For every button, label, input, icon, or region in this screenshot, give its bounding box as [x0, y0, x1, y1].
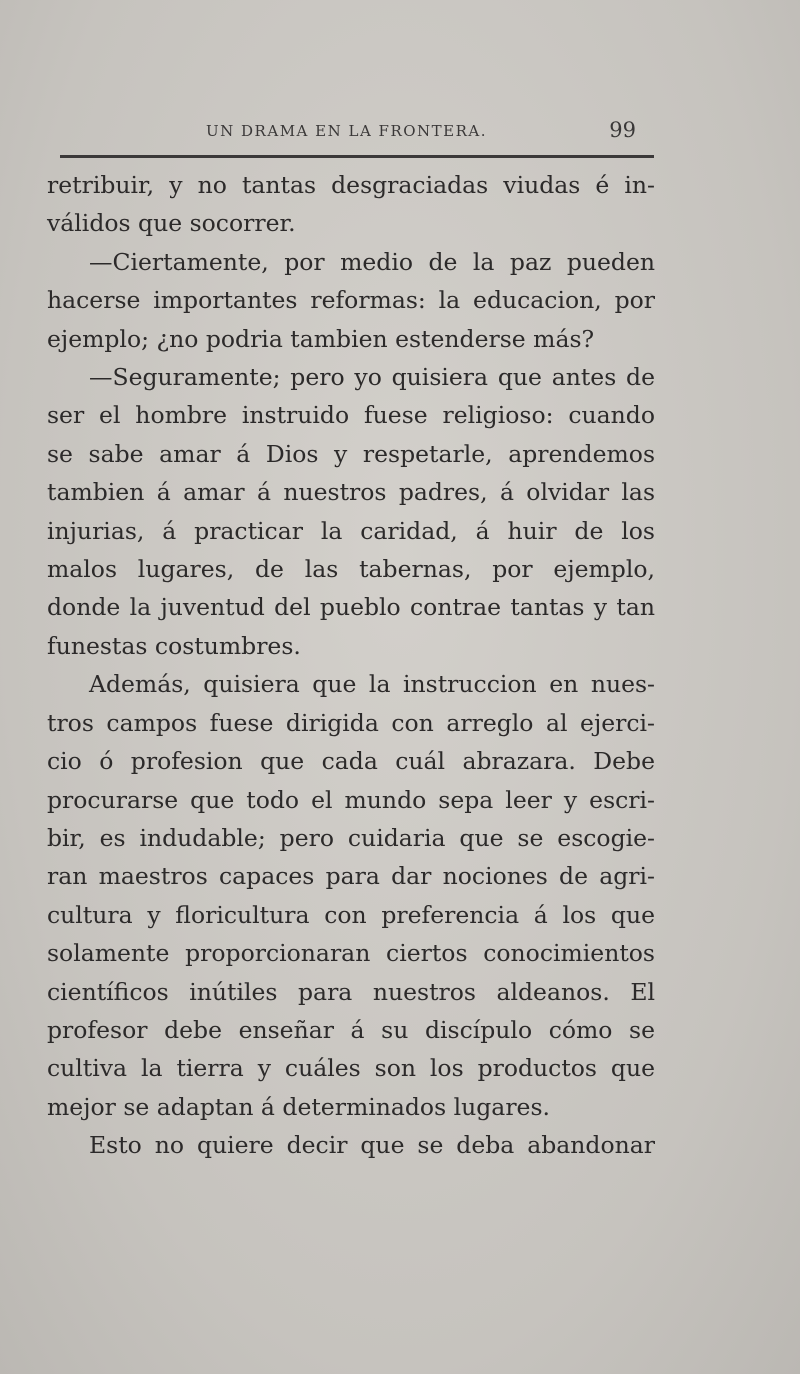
text-line: válidos que socorrer.	[47, 209, 296, 238]
text-line: se sabe amar á Dios y respetarle, aprendemos	[47, 439, 655, 468]
header-rule	[60, 155, 654, 158]
text-line: cio ó profesion que cada cuál abrazara. Debe	[47, 747, 655, 776]
text-line: hacerse importantes reformas: la educacion, por	[47, 286, 655, 315]
text-line: malos lugares, de las tabernas, por ejemplo,	[47, 555, 655, 584]
text-line: cultura y floricultura con preferencia á los que	[47, 900, 655, 929]
text-line: —Seguramente; pero yo quisiera que antes de	[89, 363, 655, 392]
text-line: ran maestros capaces para dar nociones de agri-	[47, 862, 655, 891]
text-line: —Ciertamente, por medio de la paz pueden	[89, 247, 655, 276]
body-text	[47, 166, 655, 1165]
text-line: donde la juventud del pueblo contrae tantas y tan	[47, 593, 655, 622]
text-line: ser el hombre instruido fuese religioso: cuando	[47, 401, 655, 430]
text-line: ejemplo; ¿no podria tambien estenderse más?	[47, 324, 595, 353]
text-line: mejor se adaptan á determinados lugares.	[47, 1092, 550, 1121]
text-line: tros campos fuese dirigida con arreglo al ejerci-	[47, 708, 655, 737]
page-number: 99	[609, 118, 636, 142]
text-line: procurarse que todo el mundo sepa leer y escri-	[47, 785, 655, 814]
text-line: solamente proporcionaran ciertos conocimientos	[47, 939, 655, 968]
text-line: profesor debe enseñar á su discípulo cómo se	[47, 1015, 655, 1044]
text-line: cultiva la tierra y cuáles son los productos que	[47, 1054, 655, 1083]
text-line: retribuir, y no tantas desgraciadas viudas é in-	[47, 171, 655, 199]
text-line: injurias, á practicar la caridad, á huir de los	[47, 516, 655, 545]
running-title: UN DRAMA EN LA FRONTERA.	[206, 122, 488, 140]
text-line: Esto no quiere decir que se deba abandonar	[89, 1131, 655, 1160]
text-line: científicos inútiles para nuestros aldeanos. El	[47, 977, 655, 1006]
text-line: tambien á amar á nuestros padres, á olvidar las	[47, 478, 655, 507]
running-head	[60, 118, 654, 148]
text-line: bir, es indudable; pero cuidaria que se escogie-	[47, 823, 655, 852]
text-line: funestas costumbres.	[47, 631, 301, 660]
text-line: Además, quisiera que la instruccion en nues-	[89, 670, 655, 699]
